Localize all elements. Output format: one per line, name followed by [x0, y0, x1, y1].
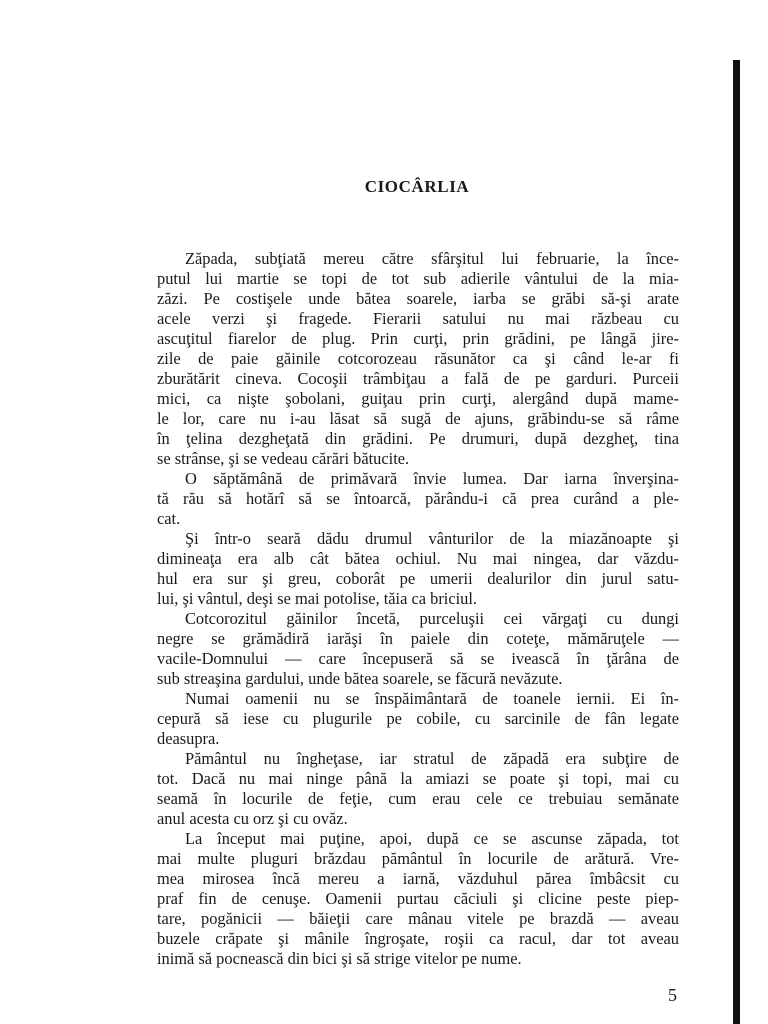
text-line: acele verzi şi fragede. Fierarii satului nu mai răzbeau cu: [157, 309, 679, 328]
text-line: vacile-Domnului — care începuseră să se ivească în ţărâna de: [157, 649, 679, 668]
text-line: Cotcorozitul găinilor încetă, purceluşii cei vărgaţi cu dungi: [185, 609, 679, 628]
text-line: în ţelina dezgheţată din grădini. Pe drumuri, după dezgheţ, tina: [157, 429, 679, 448]
text-line: cepură să iese cu plugurile pe cobile, cu sarcinile de fân legate: [157, 709, 679, 728]
text-line: cat.: [157, 509, 181, 528]
chapter-title: CIOCÂRLIA: [364, 177, 470, 196]
text-line: deasupra.: [157, 729, 220, 748]
text-line: mea mirosea încă mereu a iarnă, văzduhul părea îmbâcsit cu: [157, 869, 679, 888]
text-line: zburătărit cineva. Cocoşii trâmbiţau a fală de pe garduri. Purceii: [157, 369, 679, 388]
text-line: tot. Dacă nu mai ninge până la amiazi se poate şi topi, mai cu: [157, 769, 679, 788]
page-number: 5: [668, 985, 677, 1005]
text-line: dimineaţa era alb cât bătea ochiul. Nu mai ningea, dar văzdu-: [157, 549, 679, 568]
text-line: mici, ca nişte şobolani, guiţau prin curţi, alergând după mame-: [157, 389, 679, 408]
text-line: Zăpada, subţiată mereu către sfârşitul lui februarie, la înce-: [185, 249, 679, 268]
text-line: Şi într-o seară dădu drumul vânturilor de la miazănoapte şi: [185, 529, 679, 548]
text-line: negre se grămădiră iarăşi în paiele din coteţe, mămăruţele —: [157, 629, 679, 648]
text-line: La început mai puţine, apoi, după ce se ascunse zăpada, tot: [185, 829, 679, 848]
text-line: zăzi. Pe costişele unde bătea soarele, iarba se grăbi să-şi arate: [157, 289, 679, 308]
text-line: praf fin de cenuşe. Oamenii purtau căciuli şi clicine peste piep-: [157, 889, 679, 908]
text-line: le lor, care nu i-au lăsat să sugă de ajuns, grăbindu-se să râme: [157, 409, 679, 428]
text-line: buzele crăpate şi mânile îngroşate, roşii ca racul, dar tot aveau: [157, 929, 679, 948]
body-text: [157, 249, 679, 969]
text-line: O săptămână de primăvară învie lumea. Dar iarna înverşina-: [185, 469, 679, 488]
scan-edge-bar: [733, 60, 740, 1024]
text-line: se strânse, şi se vedeau cărări bătucite.: [157, 449, 410, 468]
text-line: inimă să pocnească din bici şi să strige vitelor pe nume.: [157, 949, 522, 968]
text-line: sub streaşina gardului, unde bătea soarele, se făcură nevăzute.: [157, 669, 563, 688]
text-line: hul era sur şi greu, coborât pe umerii dealurilor din jurul satu-: [157, 569, 679, 588]
text-line: Pământul nu îngheţase, iar stratul de zăpadă era subţire de: [185, 749, 679, 768]
text-line: lui, şi vântul, deşi se mai potolise, tăia ca briciul.: [157, 589, 478, 608]
text-line: zile de paie găinile cotcorozeau răsunător ca şi când le-ar fi: [157, 349, 679, 368]
text-line: ascuţitul fiarelor de plug. Prin curţi, prin grădini, pe lângă jire-: [157, 329, 679, 348]
text-line: anul acesta cu orz şi cu ovăz.: [157, 809, 348, 828]
text-line: seamă în locurile de feţie, cum erau cele ce trebuiau semănate: [157, 789, 679, 808]
text-line: tă rău să hotărî să se întoarcă, părându-i că prea curând a ple-: [157, 489, 679, 508]
text-line: mai multe pluguri brăzdau pământul în locurile de arătură. Vre-: [157, 849, 679, 868]
text-line: Numai oamenii nu se înspăimântară de toanele iernii. Ei în-: [185, 689, 679, 708]
text-line: tare, pogănicii — băieţii care mânau vitele pe brazdă — aveau: [157, 909, 679, 928]
text-line: putul lui martie se topi de tot sub adierile vântului de la mia-: [157, 269, 679, 288]
